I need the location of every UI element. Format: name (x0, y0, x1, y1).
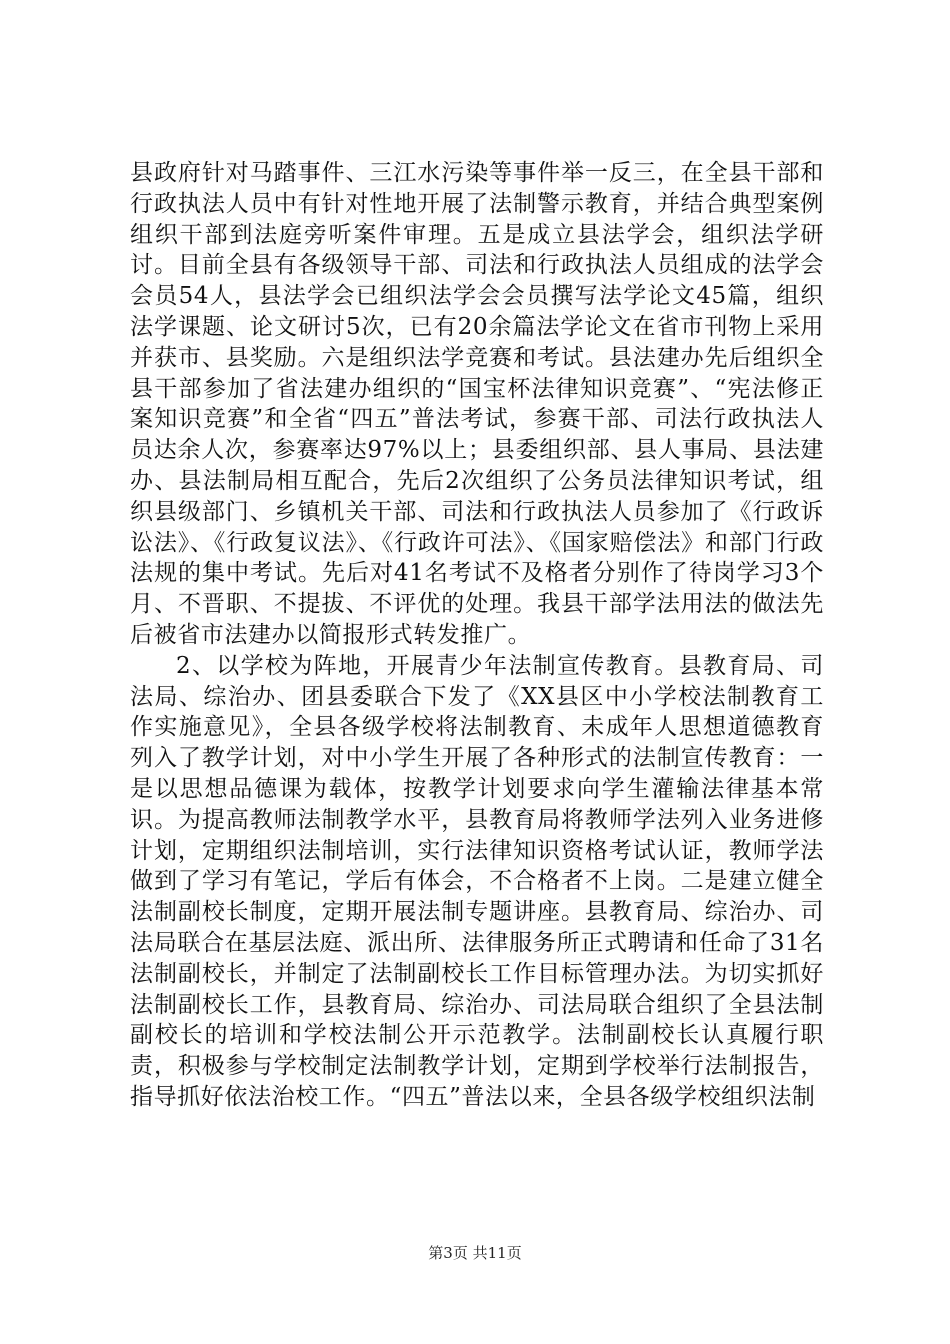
document-body (130, 158, 824, 1113)
page-footer: 第3页 共11页 (428, 1244, 522, 1262)
paragraph-2: 2、以学校为阵地，开展青少年法制宣传教育。县教育局、司法局、综治办、团县委联合下发了《XX县区中小学校法制教育工作实施意见》，全县各级学校将法制教育、未成年人思想道德教育列入了教学计划，对中小学生开展了各种形式的法制宣传教育：一是以思想品德课为载体，按教学计划要求向学生灌输法律基本常识。为提高教师法制教学水平，县教育局将教师学法列入业务进修计划，定期组织法制培训，实行法律知识资格考试认证，教师学法做到了学习有笔记，学后有体会，不合格者不上岗。二是建立健全法制副校长制度，定期开展法制专题讲座。县教育局、综治办、司法局联合在基层法庭、派出所、法律服务所正式聘请和任命了31名法制副校长，并制定了法制副校长工作目标管理办法。为切实抓好法制副校长工作，县教育局、综治办、司法局联合组织了全县法制副校长的培训和学校法制公开示范教学。法制副校长认真履行职责，积极参与学校制定法制教学计划，定期到学校举行法制报告，指导抓好依法治校工作。“四五”普法以来，全县各级学校组织法制 (130, 652, 824, 1110)
paragraph-1: 县政府针对马踏事件、三江水污染等事件举一反三，在全县干部和行政执法人员中有针对性地开展了法制警示教育，并结合典型案例组织干部到法庭旁听案件审理。五是成立县法学会，组织法学研讨。目前全县有各级领导干部、司法和行政执法人员组成的法学会会员54人，县法学会已组织法学会会员撰写法学论文45篇，组织法学课题、论文研讨5次，已有20余篇法学论文在省市刊物上采用并获市、县奖励。六是组织法学竞赛和考试。县法建办先后组织全县干部参加了省法建办组织的“国宝杯法律知识竞赛”、“宪法修正案知识竞赛”和全省“四五”普法考试，参赛干部、司法行政执法人员达余人次，参赛率达97%以上；县委组织部、县人事局、县法建办、县法制局相互配合，先后2次组织了公务员法律知识考试，组织县级部门、乡镇机关干部、司法和行政执法人员参加了《行政诉讼法》、《行政复议法》、《行政许可法》、《国家赔偿法》和部门行政法规的集中考试。先后对41名考试不及格者分别作了待岗学习3个月、不晋职、不提拔、不评优的处理。我县干部学法用法的做法先后被省市法建办以简报形式转发推广。 (130, 160, 824, 648)
